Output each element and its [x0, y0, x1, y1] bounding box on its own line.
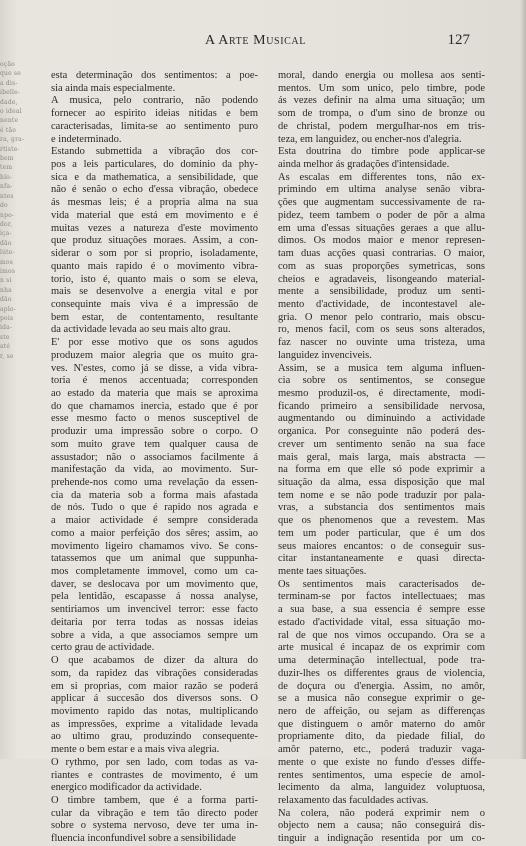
left-column-line: e indeterminado.: [51, 133, 122, 145]
right-column-line: na forma em que elle só pode exprimir a: [278, 464, 485, 476]
bleed-fragment: ste: [0, 333, 10, 341]
left-column-line: cular da vibração e tem tão directo poder: [51, 807, 258, 819]
right-column-line: tam duas acções quasi contrarias. O maior,: [278, 248, 485, 260]
right-column-line: pidez, teem tambem o poder de pôr a alma: [278, 209, 485, 221]
right-column-line: faz nascer no ouvinte uma tristeza, uma: [278, 337, 485, 349]
bleed-fragment: ibelle-: [0, 89, 21, 97]
right-column-line: mesmo produzil-os, é directamente, modi-: [278, 387, 485, 399]
right-column-line: com as suas proporções symetricas, sons: [278, 260, 485, 272]
right-column-line: propriamente dito, da piedade filial, do: [278, 731, 485, 743]
left-column-line: a maior actividade é sempre considerada: [51, 515, 258, 527]
bleed-fragment: pois: [0, 314, 14, 322]
right-column-line: terminam-se por factos intellectuaes; mas: [278, 591, 485, 603]
right-column-line: dimos. Os modos maior e menor represen-: [278, 235, 485, 247]
right-column-line: a sua base, a sua essencia é sempre esse: [278, 604, 485, 616]
right-column-line: lecimento da alma, languidez voluptuosa,: [278, 782, 485, 794]
right-column-line: As escalas em differentes tons, não ex-: [278, 171, 485, 183]
left-column-line: em si proprias, com maior razão se poderá: [51, 680, 258, 692]
bleed-fragment: imos: [0, 267, 16, 275]
bleed-fragment: dão: [0, 239, 12, 247]
bleed-fragment: dão: [0, 296, 12, 304]
bleed-fragment: nfa-: [0, 183, 13, 191]
right-column-line: em uma d'essas situações geraes a que allu-: [278, 222, 485, 234]
left-column-line: como a maior perfeição dos sêres; assim, ao: [51, 527, 258, 539]
right-column-line: mente a sensibilidade, produz um senti-: [278, 286, 485, 298]
left-column-line: mais se desenvolve a energia vital e por: [51, 286, 258, 298]
bleed-fragment: a dis-: [0, 79, 18, 87]
right-column-line: objecto nem a causa; não conseguirá dis-: [278, 820, 485, 832]
left-column-line: toria é menos accentuada; corresponden: [51, 375, 258, 387]
left-column-line: som muito grave tem qualquer causa de: [51, 438, 258, 450]
right-column-line: primindo em ultima analyse senão vibra-: [278, 184, 485, 196]
left-column-line: esta determinação dos sentimentos: a poe-: [51, 70, 258, 81]
right-column-line: augmentando ou diminuindo a actividade: [278, 413, 485, 425]
left-column-line: riantes e contrastes de movimento, é um: [51, 769, 258, 781]
left-column-line: energico modificador da actividade.: [51, 782, 202, 794]
right-column-line: Os sentimentos mais caracterisados de-: [278, 578, 485, 590]
right-column-line: crever um sentimento senão na sua face: [278, 438, 485, 450]
right-column-line: nero de affeição, ou sejam as differenças: [278, 705, 485, 717]
left-column-line: E' por esse motivo que os sons agudos: [51, 337, 258, 349]
right-column-line: mentos. Um som unico, pelo timbre, pode: [278, 82, 485, 94]
left-column-line: ves. N'estes, como já se disse, a vida vibra-: [51, 362, 258, 374]
left-column-line: as impressões, exprime a vitalidade levada: [51, 718, 258, 730]
right-column-line: Na colera, não poderá exprimir nem o: [278, 807, 485, 819]
left-column-line: daver, se deslocava por um movimento que,: [51, 578, 258, 590]
bleed-fragment: ntes: [0, 192, 14, 200]
right-column-line: que distinguem o amôr materno do amôr: [278, 718, 485, 730]
right-column-line: ás vezes definir na alma uma situação; um: [278, 95, 485, 107]
bleed-fragment: hlo-: [0, 173, 13, 181]
right-column-line: mento d'actividade, de incontestavel ale-: [278, 298, 485, 310]
bleed-fragment: é tão: [0, 126, 17, 134]
right-column-line: relaxamento das faculdades activas.: [278, 794, 429, 806]
left-column-line: movimento ligeiro chamamos vivo. Se cons-: [51, 540, 258, 552]
left-column-line: mente o bem estar e a mais viva alegria.: [51, 744, 220, 756]
page-number: 127: [447, 32, 470, 48]
left-column-line: torio, isto é, quanto mais o som se eleva,: [51, 273, 258, 285]
left-column-line: esse mesmo facto o menos susceptivel de: [51, 413, 258, 425]
bleed-fragment: dade,: [0, 98, 18, 106]
right-column-line: tem um poder particular, que é um dos: [278, 527, 485, 539]
right-column-line: ções que augmentam successivamente de ra-: [278, 197, 485, 209]
left-column-line: sentiriamos um invencivel terror: esse facto: [51, 604, 258, 616]
right-column-line: amôr paterno, etc., poderá traduzir vaga-: [278, 744, 485, 756]
right-column-line: seus maiores encantos: o de conseguir sus-: [278, 540, 485, 552]
right-column-line: cheios e agradaveis, lisongeando material-: [278, 273, 485, 285]
right-column-line: Assim, se a musica tem alguma influen-: [278, 362, 485, 374]
left-column-line: deitaria por terra todas as nossas ideias: [51, 616, 258, 628]
bleed-fragment: oção: [0, 61, 15, 68]
facing-page-bleed: [0, 60, 25, 620]
left-column-line: sobre o systema nervoso, deve ter uma in-: [51, 820, 258, 832]
left-column-line: Estando submettida a vibração dos cor-: [51, 146, 258, 158]
bleed-fragment: npo-: [0, 211, 15, 219]
right-column-line: se a musica não consegue exprimir o ge-: [278, 693, 485, 705]
left-column-line: O timbre tambem, que é a forma parti-: [51, 794, 258, 806]
left-column-line: quanto mais rapido é o movimento vibra-: [51, 260, 258, 272]
left-column-line: muitas vezes a natureza d'este movimento: [51, 222, 258, 234]
left-column-line: O que acabamos de dizer da altura do: [51, 655, 258, 667]
right-column-line: que os phenomenos que a revestem. Mas: [278, 515, 485, 527]
right-column-line: uma determinação intellectual, pode tra-: [278, 655, 485, 667]
left-column-line: sia ainda mais especialmente.: [51, 82, 176, 94]
right-column-line: mais geral, mais larga, mais abstracta —: [278, 451, 485, 463]
bleed-fragment: bem: [0, 155, 14, 163]
left-column-line: cia da materia sob a forma mais afastada: [51, 489, 258, 501]
left-column-line: fornecer ao espirito ideias nitidas e bem: [51, 108, 258, 120]
bleed-fragment: lúte-: [0, 249, 15, 257]
right-column-line: rentes sentimentos, uma especie de amol-: [278, 769, 485, 781]
bleed-fragment: rtiste-: [0, 145, 20, 153]
left-column: [51, 70, 258, 846]
left-column-line: tatassemos que um animal que suppunha-: [51, 553, 258, 565]
bleed-fragment: o ideal: [0, 108, 22, 116]
left-column-line: mos completamente immovel, como um ca-: [51, 566, 258, 578]
running-title: A Arte Musical: [205, 33, 306, 48]
left-column-line: O rythmo, por sen lado, com todas as va-: [51, 756, 258, 768]
bleed-fragment: do: [0, 202, 8, 210]
bleed-fragment: mos: [0, 258, 13, 266]
left-column-line: produzem maior alegria que os muito gra-: [51, 349, 258, 361]
right-column-line: languidez invenciveis.: [278, 349, 372, 361]
right-column-line: cia sobre os sentimentos, se consegue: [278, 375, 485, 387]
page-edge-shadow: [520, 0, 526, 759]
left-column-line: bem estar, de contentamento, resultante: [51, 311, 258, 323]
bleed-fragment: dor,: [0, 220, 13, 228]
right-column-line: de christal, podem merguIhar-nos em tris-: [278, 120, 485, 132]
bleed-fragment: nha: [0, 286, 12, 294]
page-header: [0, 33, 526, 49]
left-column-line: da actividade levada ao seu mais alto grau.: [51, 324, 231, 336]
bleed-fragment: tem: [0, 164, 13, 172]
right-column-line: situação da alma, essa disposição que mal: [278, 477, 485, 488]
right-column-line: ro, menos facil, com os seus sons alterados,: [278, 324, 485, 336]
right-column-line: tinguir a indignação resentida por um co-: [278, 833, 485, 845]
left-column-line: siderar o som por si proprio, isoladamente,: [51, 248, 258, 260]
left-column-line: fluencia inconfundivel sobre a sensibilidade: [51, 833, 236, 845]
bleed-fragment: que se: [0, 70, 21, 78]
right-column-line: citar instantaneamente e quasi directa-: [278, 553, 485, 565]
left-column-line: pos a leis particulares, do dominio da phy-: [51, 159, 258, 171]
left-column-line: ao ultimo grau, produzindo consequente-: [51, 731, 258, 743]
left-column-line: caracterisadas, limita-se ao sentimento puro: [51, 120, 258, 132]
bleed-fragment: nente: [0, 117, 19, 125]
left-column-line: sobre a vida, a que associamos sempre um: [51, 629, 258, 641]
left-column-line: ás mesmas leis; é a propria alma na sua: [51, 197, 258, 209]
left-column-line: certo grau de actividade.: [51, 642, 155, 654]
right-column-line: Esta doutrina do timbre pode applicar-se: [278, 146, 485, 158]
right-column-line: de doçura ou d'energia. Assim, no amôr,: [278, 680, 485, 692]
left-column-line: que produz situações moraes. Assim, a con-: [51, 235, 258, 247]
left-column-line: do que chamamos inercia, estado que é por: [51, 400, 258, 412]
left-column-line: prehende-nos como uma revelação da essen-: [51, 477, 258, 488]
right-column-line: som de trompa, o d'um sino de bronze ou: [278, 108, 485, 120]
left-column-line: movimento rapido das notas, multiplicando: [51, 705, 258, 717]
left-column-line: ao estado da materia que mais se aproxima: [51, 387, 258, 399]
right-column-line: duzir-lhes os differentes graus de violencia,: [278, 667, 485, 679]
right-column-line: moral, dando energia ou mollesa aos senti-: [278, 70, 485, 81]
left-column-line: A musica, pelo contrario, não podendo: [51, 95, 258, 107]
left-column-line: pela lentidão, escapasse á nossa analyse,: [51, 591, 258, 603]
bleed-fragment: ra, gra-: [0, 136, 25, 144]
bleed-fragment: aplo-: [0, 305, 16, 313]
left-column-line: consequinte mais viva é a impressão de: [51, 298, 258, 310]
right-column-line: gria. O menor pelo contrario, mais obscu-: [278, 311, 485, 323]
right-column-line: vras, a substancia dos sentimentos mais: [278, 502, 485, 514]
right-column: [278, 70, 485, 846]
bleed-fragment: ida-: [0, 324, 13, 332]
bleed-fragment: n si: [0, 277, 12, 285]
bleed-fragment: iça-: [0, 230, 12, 238]
left-column-line: não é senão o echo d'essa vibração, obedece: [51, 184, 258, 196]
left-column-line: som, da rapidez das vibrações consideradas: [51, 667, 258, 679]
right-column-line: mente taes situações.: [278, 566, 367, 578]
right-column-line: arte musical é incapaz de os exprimir com: [278, 642, 485, 654]
right-column-line: ral de que nos vimos occupando. Ora se a: [278, 629, 485, 641]
left-column-line: manifestação da vida, ao movimento. Sur-: [51, 464, 258, 476]
right-column-line: ainda melhor ás gradações d'intensidade.: [278, 159, 450, 171]
left-column-line: assustador; não o associamos facilmente á: [51, 451, 258, 463]
left-column-line: vida material que está em movimento e é: [51, 209, 258, 221]
right-column-line: teza, em languidez, ou encher-nos d'alegria.: [278, 133, 462, 145]
right-column-line: ficando primeiro a sensibilidade nervosa,: [278, 400, 485, 412]
left-column-line: applicar á succesão dos diversos sons. O: [51, 693, 258, 705]
right-column-line: mente o que existe no fundo d'esses diffe-: [278, 756, 485, 768]
bleed-fragment: até: [0, 343, 11, 351]
right-column-line: estado d'actividade vital, essa situação mo-: [278, 616, 485, 628]
right-column-line: tem nome e se não pode traduzir por pala-: [278, 489, 485, 501]
bleed-fragment: r, se: [0, 352, 14, 360]
left-column-line: sica e da mathematica, a sensibilidade, que: [51, 171, 258, 183]
left-column-line: produzir uma impressão sobre o corpo. O: [51, 426, 258, 438]
right-column-line: organica. Por conseguinte não poderá des-: [278, 426, 485, 438]
left-column-line: de nós. Tudo o que é rapido nos agrada e: [51, 502, 258, 514]
